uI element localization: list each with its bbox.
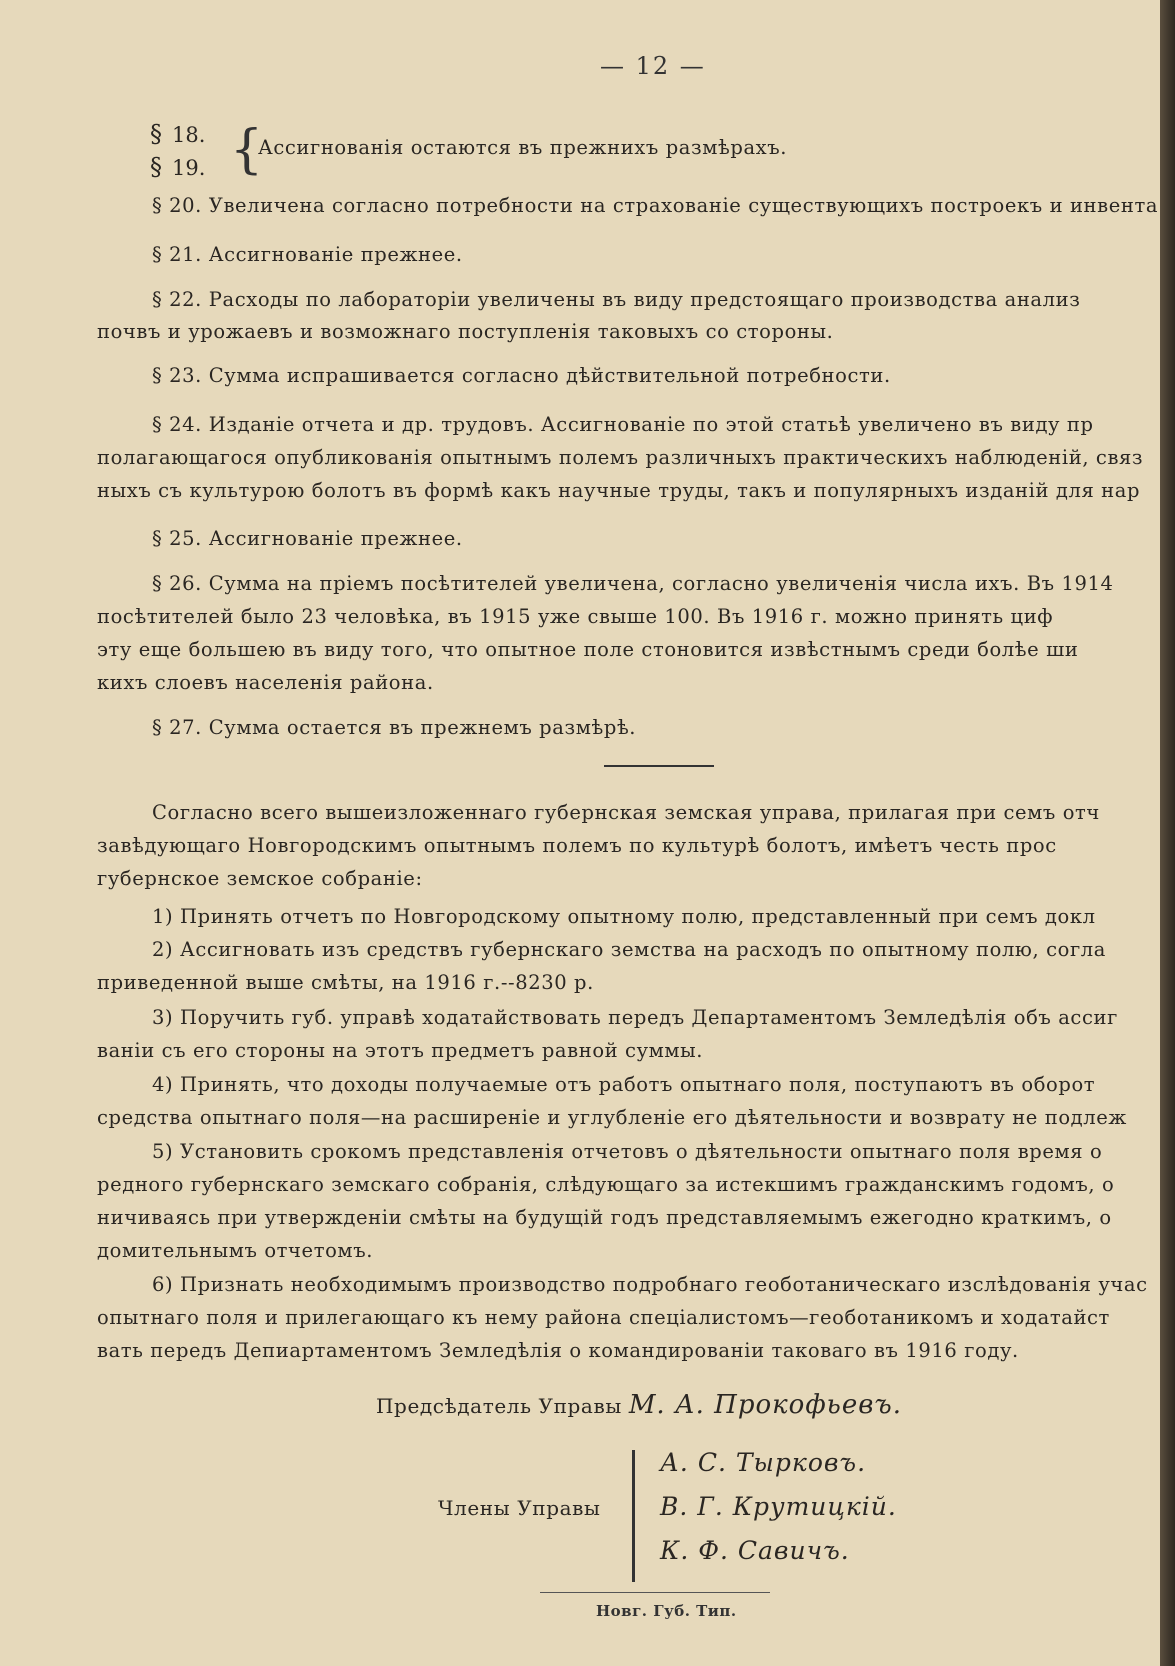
section-21: § 21. Ассигнованіе прежнее. bbox=[152, 243, 463, 266]
item-1: 1) Принять отчетъ по Новгородскому опытному полю, представленный при семъ докл bbox=[152, 905, 1096, 928]
section-26-line-4: кихъ слоевъ населенія района. bbox=[97, 671, 434, 694]
item-5-line-1: 5) Установить срокомъ представленія отчетовъ о дѣятельности опытнаго поля время о bbox=[152, 1140, 1103, 1163]
member-name: А. С. Тырковъ. bbox=[660, 1448, 867, 1477]
book-spine-edge bbox=[1160, 0, 1175, 1666]
footer-divider bbox=[540, 1592, 770, 1593]
item-4-line-2: средства опытнаго поля—на расширеніе и углубленіе его дѣятельности и возврату не подлеж bbox=[97, 1106, 1127, 1129]
section-19-number: 19. bbox=[172, 156, 206, 180]
item-5-line-4: домительнымъ отчетомъ. bbox=[97, 1239, 373, 1262]
members-bracket bbox=[632, 1450, 635, 1582]
item-5-line-2: редного губернскаго земскаго собранія, слѣдующаго за истекшимъ гражданскимъ годомъ, о bbox=[97, 1173, 1115, 1196]
section-18-19-text: Ассигнованія остаются въ прежнихъ размѣрахъ. bbox=[258, 136, 788, 159]
member-name: В. Г. Крутицкій. bbox=[660, 1492, 897, 1521]
item-2-line-2: приведенной выше смѣты, на 1916 г.--8230 р. bbox=[97, 971, 594, 994]
conclusion-line-1: Согласно всего вышеизложеннаго губернская земская управа, прилагая при семъ отч bbox=[152, 801, 1100, 824]
conclusion-line-2: завѣдующаго Новгородскимъ опытнымъ полемъ по культурѣ болотъ, имѣетъ честь прос bbox=[97, 834, 1057, 857]
section-26-line-1: § 26. Сумма на пріемъ посѣтителей увеличена, согласно увеличенія числа ихъ. Въ 1914 bbox=[152, 572, 1114, 595]
item-5-line-3: ничиваясь при утвержденіи смѣты на будущій годъ представляемымъ ежегодно краткимъ, о bbox=[97, 1206, 1112, 1229]
item-6-line-3: вать передъ Депиартаментомъ Земледѣлія о командированіи таковаго въ 1916 году. bbox=[97, 1339, 1019, 1362]
item-3-line-2: ваніи съ его стороны на этотъ предметъ равной суммы. bbox=[97, 1039, 704, 1062]
section-23: § 23. Сумма испрашивается согласно дѣйствительной потребности. bbox=[152, 364, 891, 387]
brace-symbol: { bbox=[230, 120, 264, 180]
section-20: § 20. Увеличена согласно потребности на страхованіе существующихъ построекъ и инвента bbox=[152, 194, 1159, 217]
section-22-line-1: § 22. Расходы по лабораторіи увеличены въ виду предстоящаго производства анализ bbox=[152, 288, 1081, 311]
section-25: § 25. Ассигнованіе прежнее. bbox=[152, 527, 463, 550]
section-26-line-2: посѣтителей было 23 человѣка, въ 1915 уже свыше 100. Въ 1916 г. можно принять циф bbox=[97, 605, 1054, 628]
section-26-line-3: эту еще большею въ виду того, что опытное поле стоновится извѣстнымъ среди болѣе ши bbox=[97, 638, 1079, 661]
chairman-name: М. А. Прокофьевъ. bbox=[628, 1390, 902, 1420]
section-22-line-2: почвъ и урожаевъ и возможнаго поступленія таковыхъ со стороны. bbox=[97, 320, 834, 343]
page-number: — 12 — bbox=[600, 52, 706, 80]
item-2-line-1: 2) Ассигновать изъ средствъ губернскаго земства на расходъ по опытному полю, согла bbox=[152, 938, 1106, 961]
chairman-signature bbox=[376, 1390, 902, 1420]
section-27: § 27. Сумма остается въ прежнемъ размѣрѣ. bbox=[152, 716, 637, 739]
item-4-line-1: 4) Принять, что доходы получаемые отъ работъ опытнаго поля, поступаютъ въ оборот bbox=[152, 1073, 1096, 1096]
member-name: К. Ф. Савичъ. bbox=[660, 1536, 850, 1565]
chairman-label: Предсѣдатель Управы bbox=[376, 1394, 622, 1418]
conclusion-line-3: губернское земское собраніе: bbox=[97, 867, 423, 890]
item-3-line-1: 3) Поручить губ. управѣ ходатайствовать передъ Департаментомъ Земледѣлія объ ассиг bbox=[152, 1006, 1118, 1029]
section-24-line-3: ныхъ съ культурою болотъ въ формѣ какъ научные труды, такъ и популярныхъ изданій для нар bbox=[97, 479, 1141, 502]
item-6-line-1: 6) Признать необходимымъ производство подробнаго геоботаническаго изслѣдованія учас bbox=[152, 1273, 1148, 1296]
section-18-number: 18. bbox=[172, 123, 206, 147]
section-24-line-1: § 24. Изданіе отчета и др. трудовъ. Ассигнованіе по этой статьѣ увеличено въ виду пр bbox=[152, 413, 1094, 436]
section-divider bbox=[604, 765, 714, 767]
section-18-19-numbers: § 18. § 19. { bbox=[150, 120, 264, 181]
section-24-line-2: полагающагося опубликованія опытнымъ полемъ различныхъ практическихъ наблюденій, связ bbox=[97, 446, 1144, 469]
members-label: Члены Управы bbox=[438, 1496, 601, 1520]
item-6-line-2: опытнаго поля и прилегающаго къ нему района спеціалистомъ—геоботаникомъ и ходатайст bbox=[97, 1306, 1110, 1329]
printer-imprint: Новг. Губ. Тип. bbox=[596, 1602, 737, 1620]
